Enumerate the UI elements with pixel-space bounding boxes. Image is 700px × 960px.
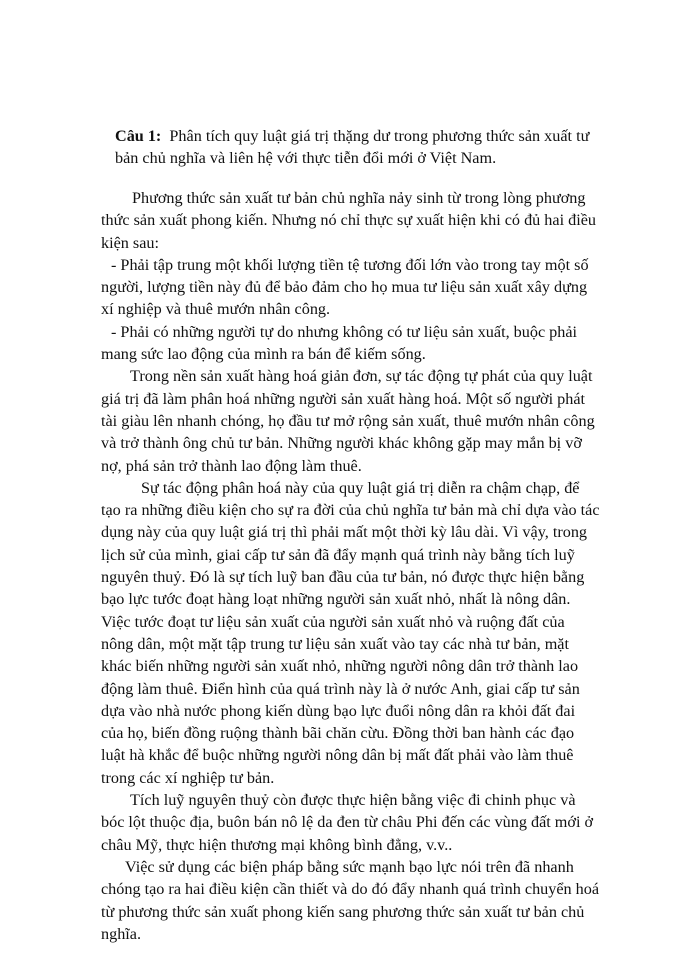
question-heading [115, 125, 595, 170]
paragraph-colonies: Tích luỹ nguyên thuỷ còn được thực hiện bằng việc đi chinh phục và bóc lột thuộc địa, buôn bán nô lệ da đen từ châu Phi đến các vùng đất mới ở châu Mỹ, thực hiện thương mại không bình đẳng, v.v.. [101, 791, 594, 854]
question-heading-line [115, 125, 595, 170]
paragraph-intro: Phương thức sản xuất tư bản chủ nghĩa nảy sinh từ trong lòng phương thức sản xuất phong kiến. Nhưng nó chỉ thực sự xuất hiện khi có đủ hai điều kiện sau: [101, 189, 596, 252]
paragraph-primitive-accumulation: Sự tác động phân hoá này của quy luật giá trị diễn ra chậm chạp, để tạo ra những điều kiện cho sự ra đời của chủ nghĩa tư bản mà chỉ dựa vào tác dụng này của quy luật giá trị thì phải mất một thời kỳ lâu dài. Vì vậy, trong lịch sử của mình, giai cấp tư sản đã đẩy mạnh quá trình này bằng tích luỹ nguyên thuỷ. Đó là sự tích luỹ ban đầu của tư bản, nó được thực hiện bằng bạo lực tước đoạt hàng loạt những người sản xuất nhỏ, nhất là nông dân. Việc tước đoạt tư liệu sản xuất của người sản xuất nhỏ và ruộng đất của nông dân, một mặt tập trung tư liệu sản xuất vào tay các nhà tư bản, mặt khác biến những người sản xuất nhỏ, những người nông dân trở thành lao động làm thuê. Điển hình của quá trình này là ở nước Anh, giai cấp tư sản dựa vào nhà nước phong kiến dùng bạo lực đuổi nông dân ra khỏi đất đai của họ, biến đồng ruộng thành bãi chăn cừu. Đồng thời ban hành các đạo luật hà khắc để buộc những người nông dân bị mất đất phải vào làm thuê trong các xí nghiệp tư bản. [101, 478, 600, 787]
question-text: Phân tích quy luật giá trị thặng dư trong phương thức sản xuất tư bản chủ nghĩa và liên hệ với thực tiễn đổi mới ở Việt Nam. [115, 127, 590, 168]
paragraph-condition-1: - Phải tập trung một khối lượng tiền tệ tương đối lớn vào trong tay một số người, lượng tiền này đủ để bảo đảm cho họ mua tư liệu sản xuất xây dựng xí nghiệp và thuê mướn nhân công. [101, 255, 589, 319]
paragraph-conclusion: Việc sử dụng các biện pháp bằng sức mạnh bạo lực nói trên đã nhanh chóng tạo ra hai điều kiện cần thiết và do đó đẩy nhanh quá trình chuyển hoá từ phương thức sản xuất phong kiến sang phương thức sản xuất tư bản chủ nghĩa. [101, 857, 600, 943]
paragraph-condition-2: - Phải có những người tự do nhưng không có tư liệu sản xuất, buộc phải mang sức lao động của mình ra bán để kiếm sống. [101, 322, 578, 364]
document-body [101, 187, 601, 945]
question-label: Câu 1: [115, 127, 162, 145]
paragraph-commodity-production: Trong nền sản xuất hàng hoá giản đơn, sự tác động tự phát của quy luật giá trị đã làm phân hoá những người sản xuất hàng hoá. Một số người phát tài giàu lên nhanh chóng, họ đầu tư mở rộng sản xuất, thuê mướn nhân công và trở thành ông chủ tư bản. Những người khác không gặp may mắn bị vỡ nợ, phá sản trở thành lao động làm thuê. [101, 367, 595, 475]
